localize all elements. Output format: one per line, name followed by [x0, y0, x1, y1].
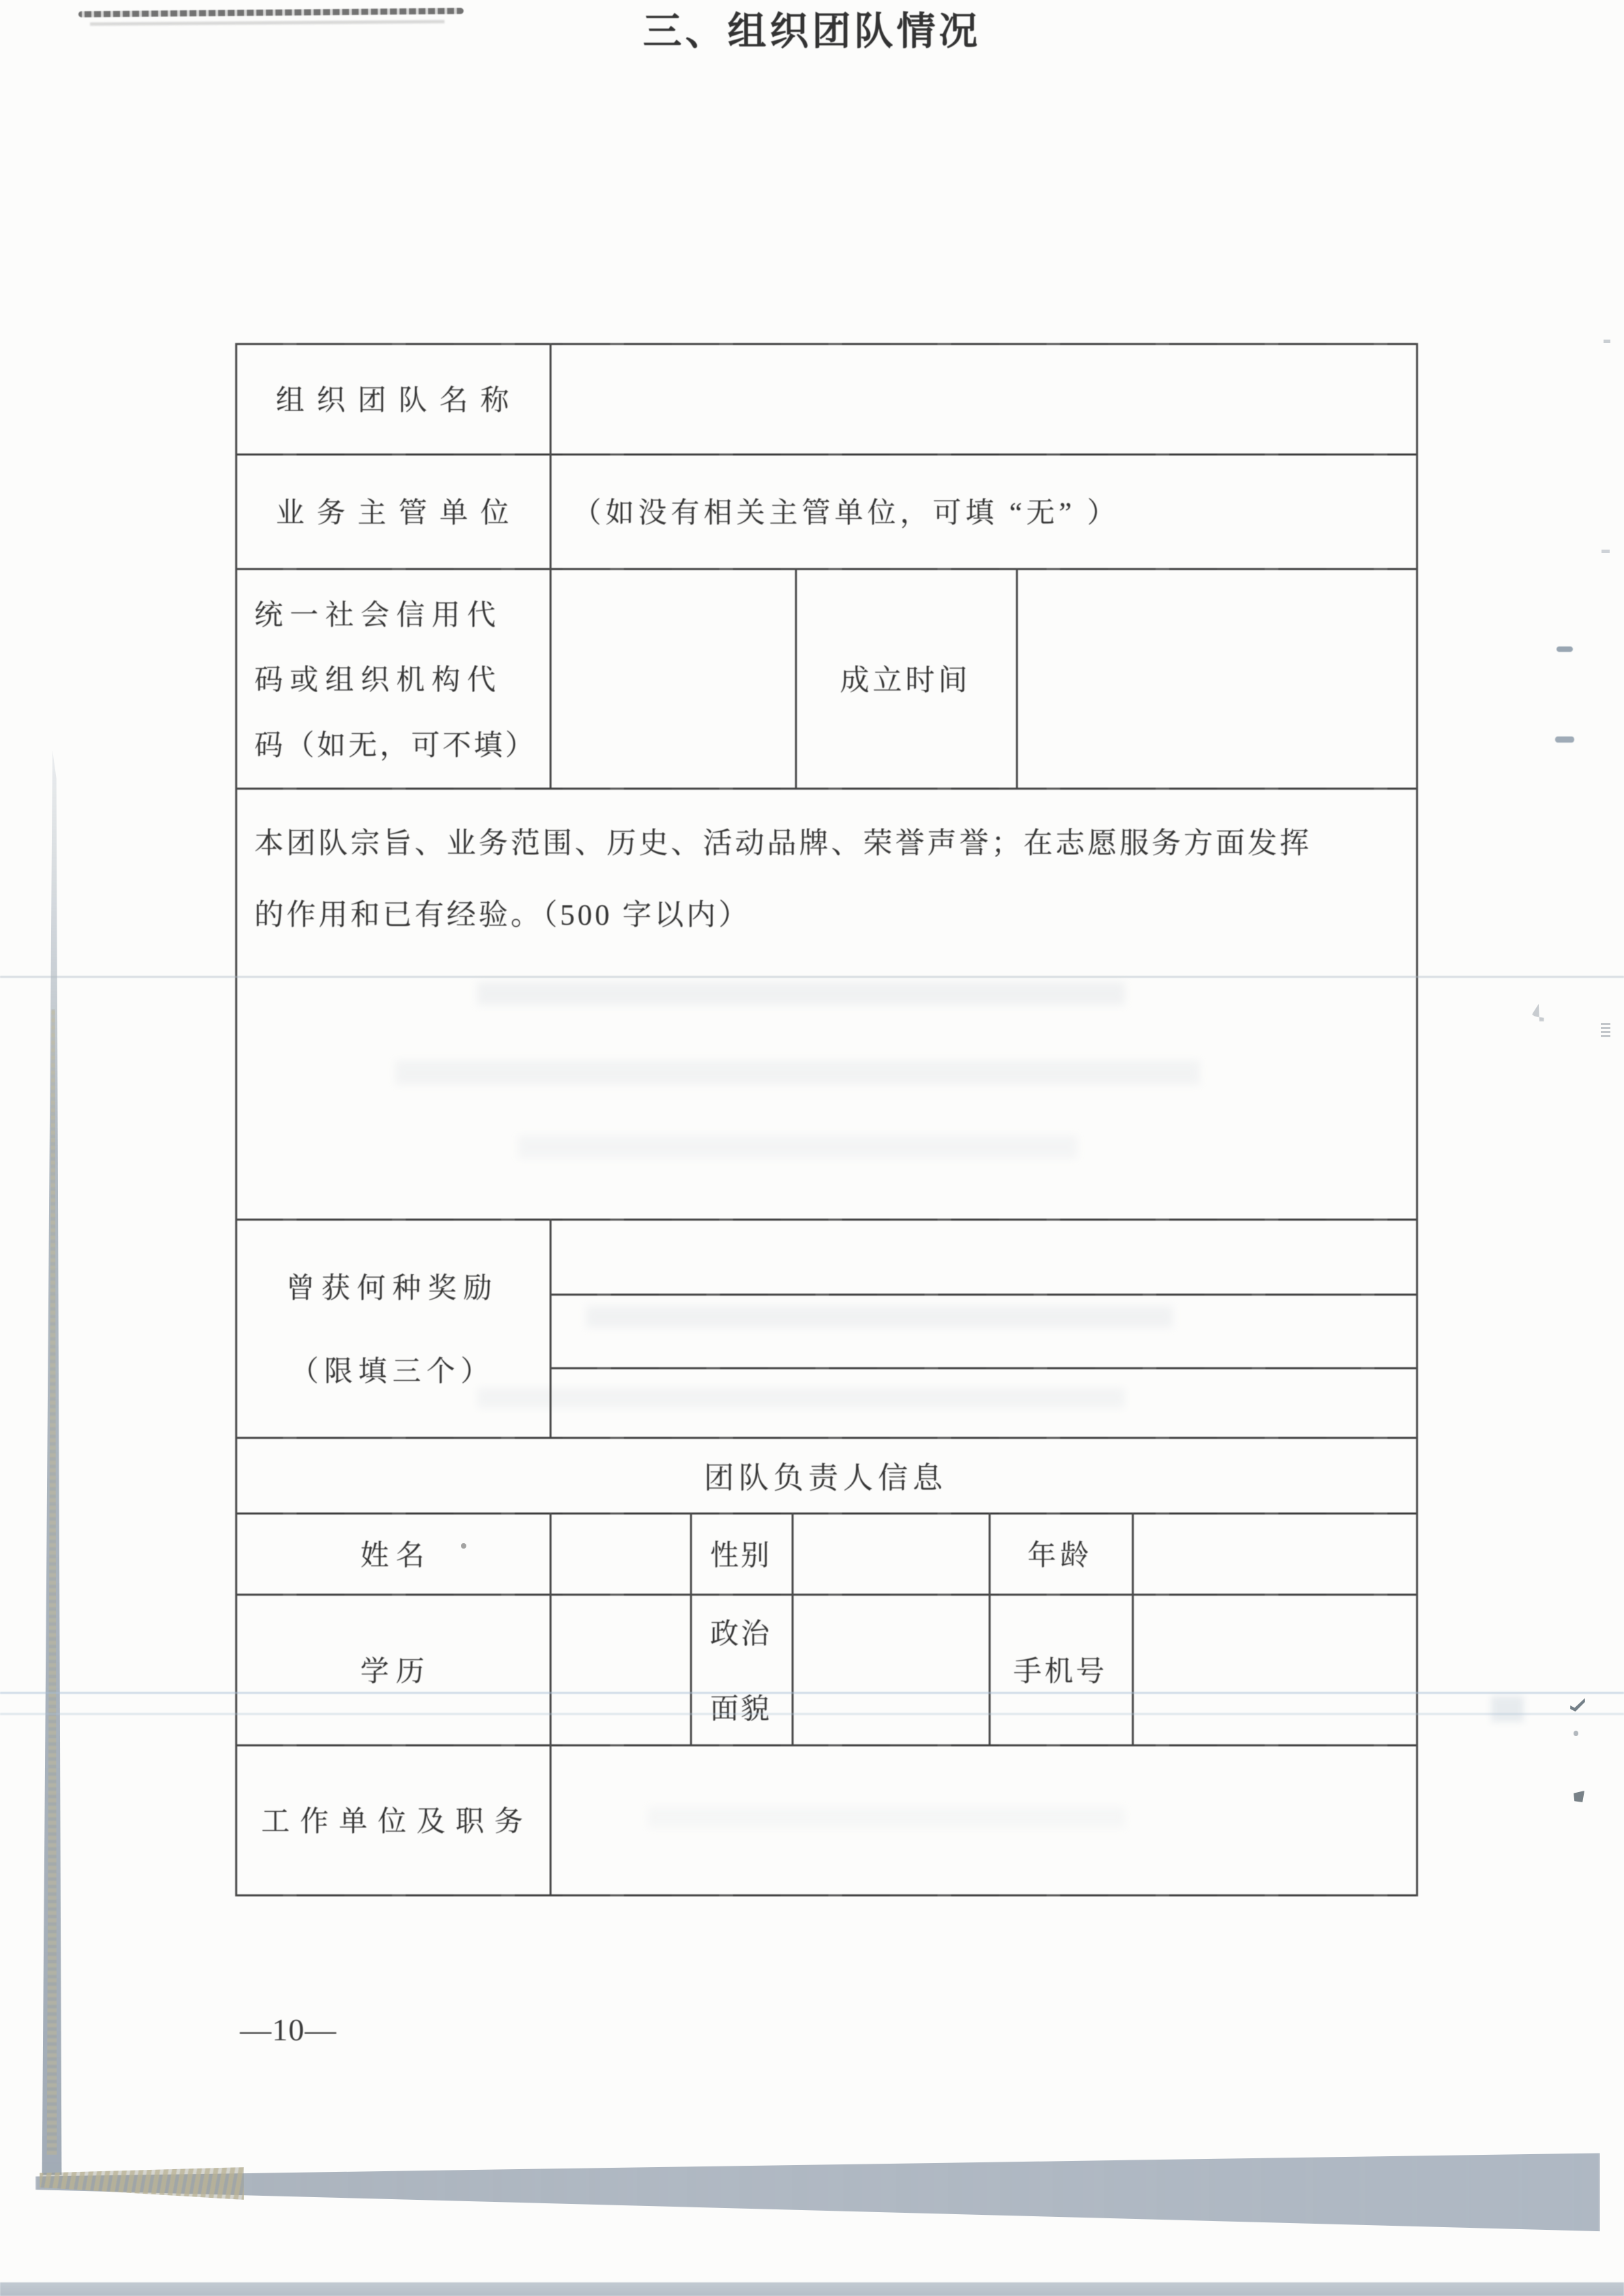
scanner-streak-artifact: [0, 1713, 1624, 1715]
award-entry-cell[interactable]: [550, 1367, 1416, 1437]
leader-work-unit-value-cell[interactable]: [550, 1744, 1416, 1894]
table-border-line: [1416, 343, 1418, 1896]
awards-label-line: （限填三个）: [290, 1356, 495, 1388]
leader-education-value-cell[interactable]: [550, 1594, 690, 1744]
team-intro-line: 本团队宗旨、业务范围、历史、活动品牌、荣誉声誉；在志愿服务方面发挥: [254, 828, 1312, 860]
award-entry-cell[interactable]: [550, 1294, 1416, 1367]
scanner-streak-artifact: [0, 976, 1624, 978]
org-name-label: 组织团队名称: [275, 385, 522, 417]
leader-name-label: 姓名: [360, 1540, 432, 1572]
org-name-value-cell[interactable]: [550, 343, 1416, 453]
awards-label-line: 曾获何种奖励: [286, 1273, 499, 1304]
leader-gender-label: 性别: [710, 1540, 772, 1572]
award-entry-cell[interactable]: [550, 1219, 1416, 1294]
scanner-streak-artifact: [0, 1692, 1624, 1694]
founded-value-cell[interactable]: [1016, 568, 1416, 788]
table-border-line: [235, 1894, 1418, 1896]
leader-gender-value-cell[interactable]: [792, 1512, 989, 1594]
awards-label: [235, 1219, 550, 1437]
leader-political-value-cell[interactable]: [792, 1594, 989, 1744]
founded-label: 成立时间: [840, 664, 971, 697]
leader-age-label: 年龄: [1027, 1540, 1093, 1572]
leader-phone-value-cell[interactable]: [1132, 1594, 1416, 1744]
leader-phone-label: 手机号: [1012, 1656, 1107, 1688]
page-number: —10—: [240, 2012, 337, 2047]
leader-education-label: 学历: [360, 1656, 432, 1688]
team-intro-cell[interactable]: [235, 788, 1416, 1219]
leader-section-header: 团队负责人信息: [704, 1461, 948, 1495]
political-label-line: 面貌: [710, 1693, 772, 1725]
political-label-line: 政治: [710, 1618, 772, 1650]
section-title: 三、组织团队情况: [643, 10, 981, 53]
credit-code-label-line: 码（如无，可不填）: [254, 730, 537, 762]
supervisor-note-cell[interactable]: （如没有相关主管单位，可填 “无” ）: [573, 498, 1120, 529]
leader-work-unit-label: 工作单位及职务: [260, 1806, 533, 1838]
credit-code-label-line: 码或组织机构代: [254, 665, 503, 696]
team-intro-line: 的作用和已有经验。（500 字以内）: [254, 899, 751, 931]
leader-political-label: [690, 1594, 792, 1744]
leader-name-value-cell[interactable]: [550, 1512, 690, 1594]
leader-age-value-cell[interactable]: [1132, 1512, 1416, 1594]
credit-code-label: [235, 568, 550, 788]
credit-code-value-cell[interactable]: [550, 568, 795, 788]
credit-code-label-line: 统一社会信用代: [254, 599, 503, 631]
supervisor-label: 业务主管单位: [275, 498, 522, 529]
